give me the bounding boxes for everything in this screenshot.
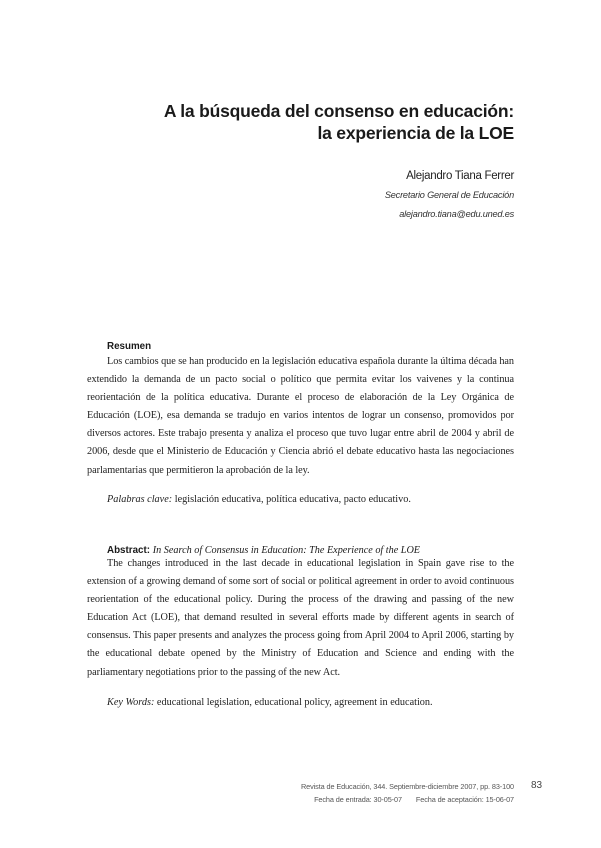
page-number: 83 bbox=[531, 780, 543, 791]
resumen-heading: Resumen bbox=[107, 341, 152, 352]
author-email: alejandro.tiana@edu.uned.es bbox=[399, 209, 514, 219]
key-words-label: Key Words: bbox=[107, 697, 155, 708]
article-title-line-1: A la búsqueda del consenso en educación: bbox=[163, 101, 514, 121]
palabras-clave bbox=[107, 494, 411, 505]
key-words bbox=[107, 697, 433, 708]
abstract-english-title: In Search of Consensus in Education: The Experience of the LOE bbox=[152, 545, 421, 556]
footer-dates bbox=[314, 795, 514, 804]
received-date: Fecha de entrada: 30-05-07 bbox=[314, 795, 402, 804]
palabras-clave-label: Palabras clave: bbox=[107, 494, 173, 505]
palabras-clave-values: legislación educativa, política educativa, pacto educativo. bbox=[174, 494, 411, 505]
resumen-body: Los cambios que se han producido en la legislación educativa española durante la última década han extendido la demanda de un pacto social o político que permita evitar los vaivenes y la continua reorientación de la política educativa. Durante el proceso de elaboración de la Ley Orgánica de Educación (LOE), esa demanda se tradujo en varios intentos de lograr un consenso, promovidos por diversos actores. Este trabajo presenta y analiza el proceso que tuvo lugar entre abril de 2004 y abril de 2006, desde que el Ministerio de Educación y Ciencia abrió el debate educativo hasta las negociaciones parlamentarias que permitieron la aprobación de la ley. bbox=[87, 356, 514, 476]
key-words-values: educational legislation, educational policy, agreement in education. bbox=[156, 697, 433, 708]
accepted-date: Fecha de aceptación: 15-06-07 bbox=[415, 795, 514, 804]
abstract-label: Abstract: bbox=[107, 545, 151, 556]
abstract-body: The changes introduced in the last decade in educational legislation in Spain gave rise to the extension of a growing demand of some sort of social or political agreement in order to avoid continuous reorientation of the educational policy. During the process of the drawing and passing of the new Education Act (LOE), that demand resulted in several efforts made by different agents in search of consensus. This paper presents and analyzes the process going from April 2004 to April 2006, starting by the educational debate opened by the Ministry of Education and Science and ending with the parliamentary negotiations prior to the passing of the new Act. bbox=[87, 558, 514, 678]
article-title bbox=[114, 100, 514, 144]
author-name: Alejandro Tiana Ferrer bbox=[406, 170, 514, 182]
footer-journal-citation: Revista de Educación, 344. Septiembre-diciembre 2007, pp. 83-100 bbox=[300, 782, 514, 791]
article-title-line-2: la experiencia de la LOE bbox=[317, 123, 514, 143]
author-affiliation: Secretario General de Educación bbox=[384, 190, 514, 200]
